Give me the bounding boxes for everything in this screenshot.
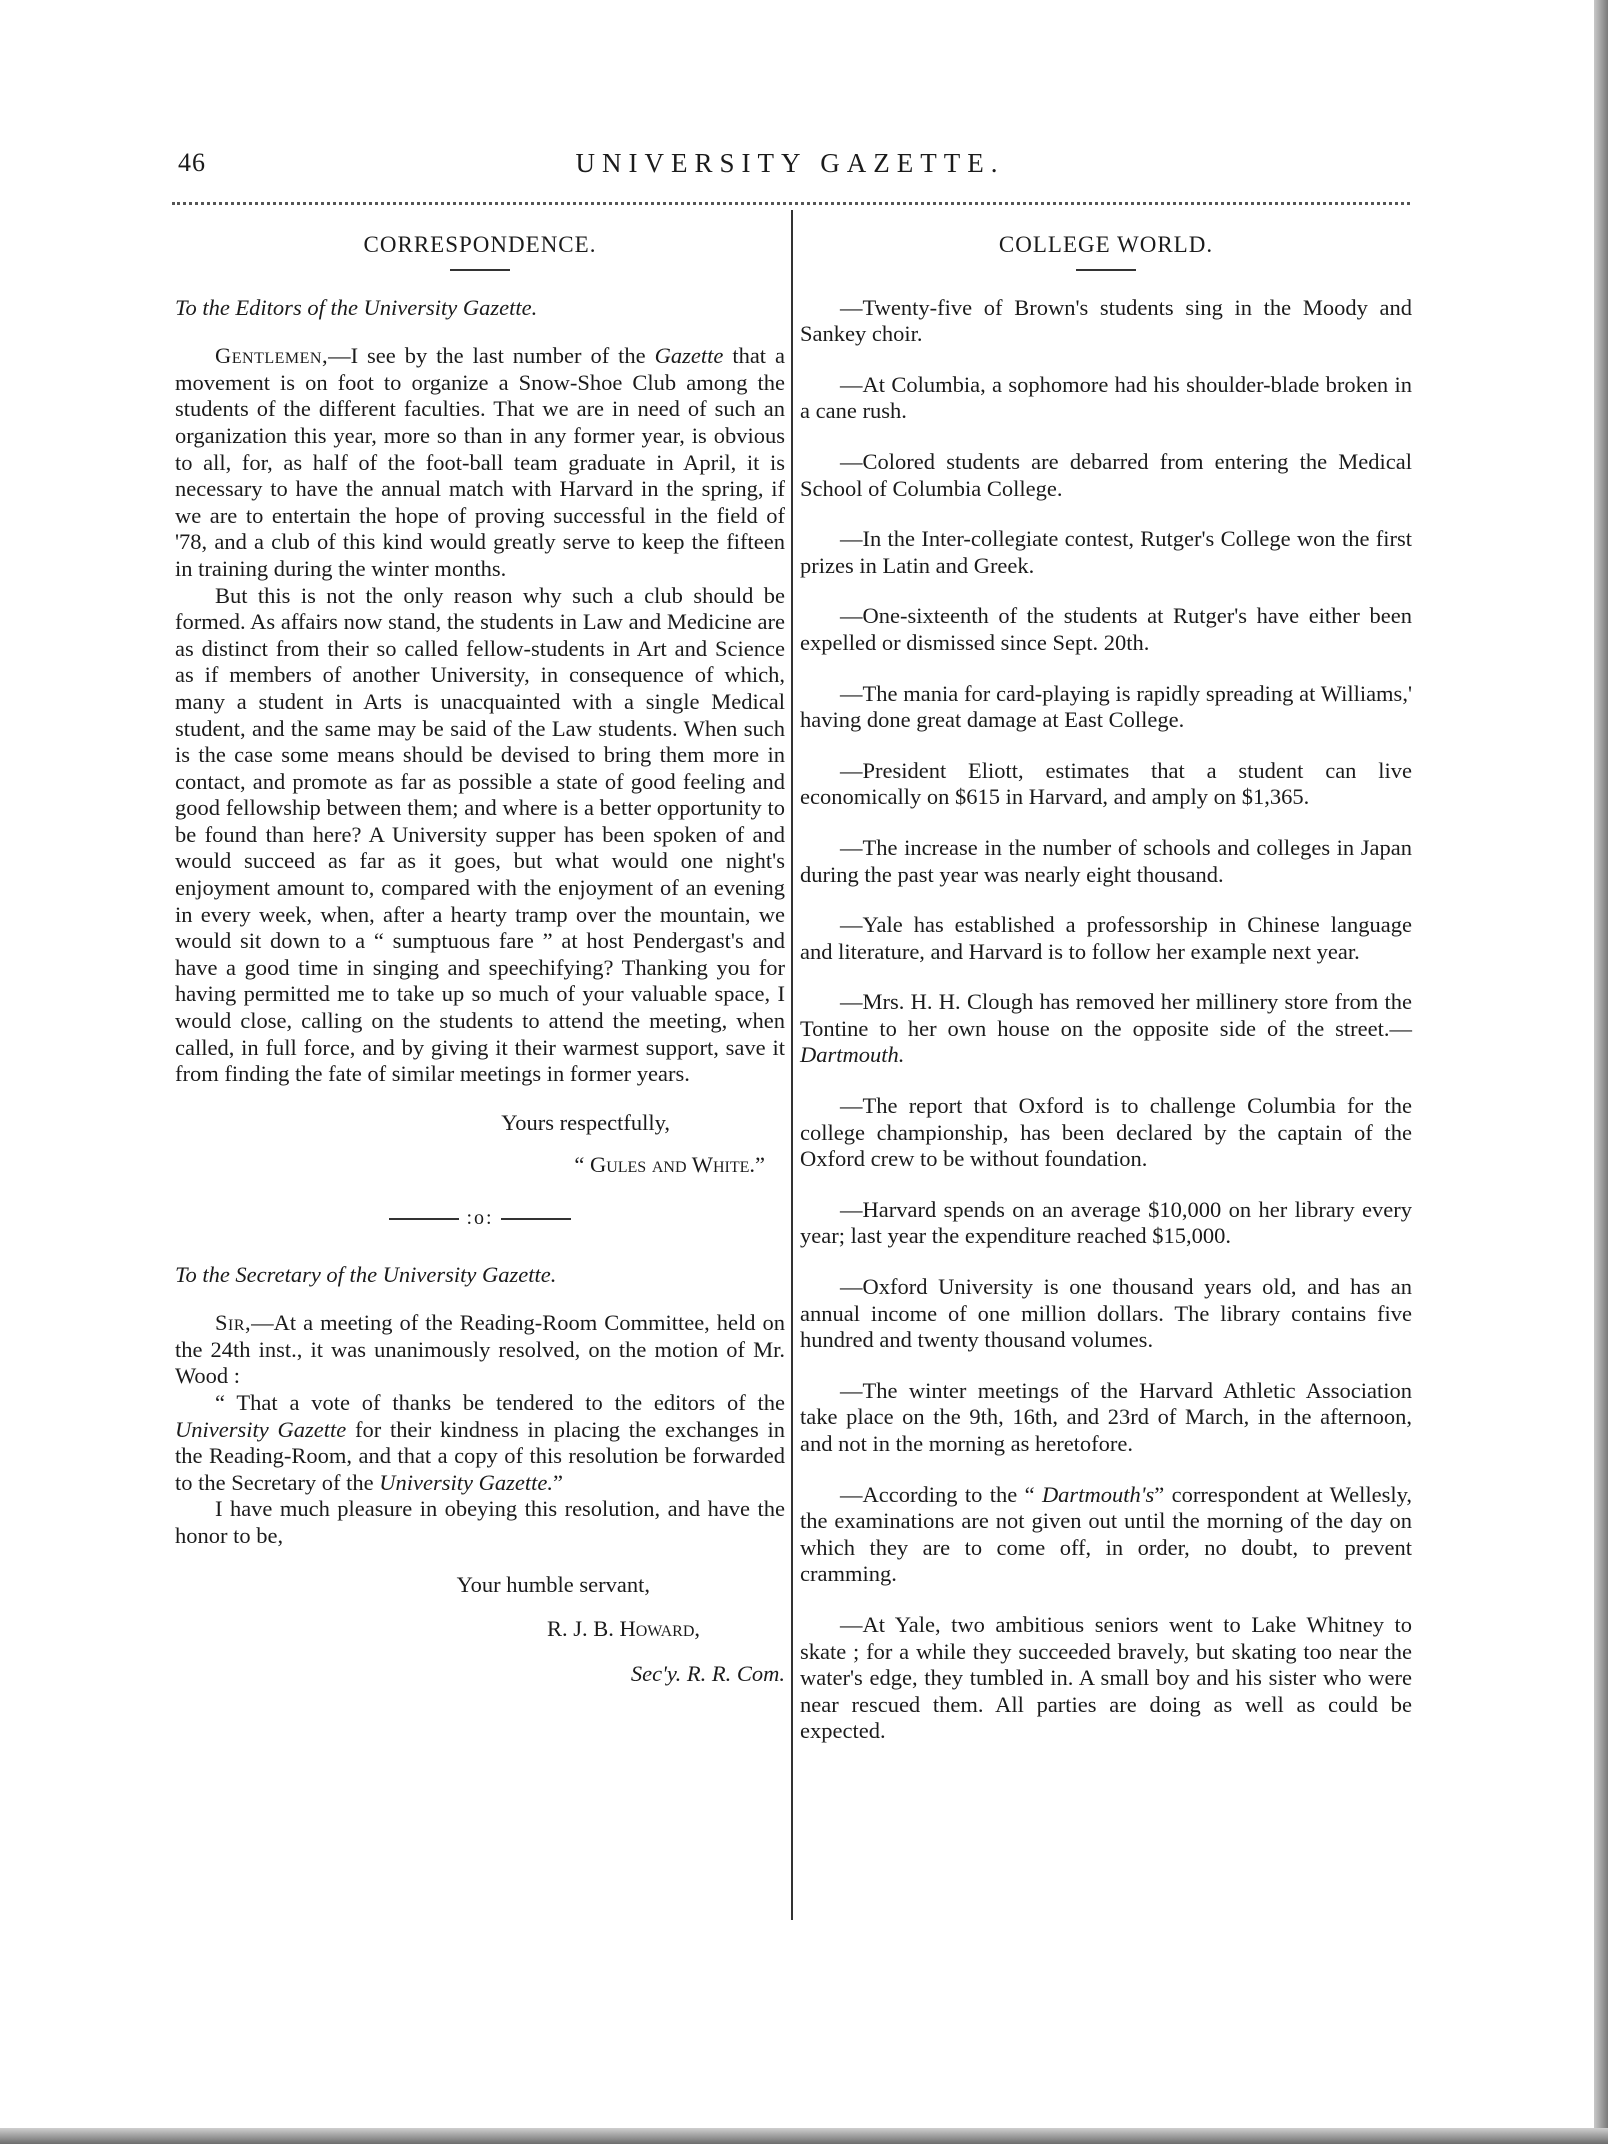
- letter1-paragraph-2: But this is not the only reason why such a club should be formed. As affairs now stand, the students in Law and Medicine are as distinct from their so called fellow-students in Art and Science as if members of another University, in consequence of which, many a student in Arts is unacquainted with a single Medical student, and the same may be said of the Law students. When such is the case some means should be devised to bring them more in contact, and promote as far as possible a state of good feeling and good fellowship between them; and where is a better opportunity to be found than here? A University supper has been spoken of and would succeed as far as it goes, but what would one night's enjoyment amount to, compared with the enjoyment of an evening in every week, when, after a hearty tramp over the mountain, we would sit down to a “ sumptuous fare ” at host Pendergast's and have a good time in singing and speechifying? Thanking you for having permitted me to take up so much of your valuable space, I would close, calling on the students to attend the meeting, when called, in full force, and by giving it their warmest support, save it from finding the fate of similar meetings in former years.: [175, 582, 785, 1087]
- news-item-clough: [800, 989, 1412, 1069]
- letter1-paragraph-1: [175, 343, 785, 582]
- news-item: —The mania for card-playing is rapidly spreading at Williams,' having done great damage at East College.: [800, 680, 1412, 733]
- letter1-p1-text: —I see by the last number of the: [328, 343, 655, 369]
- letter2-signature: R. J. B. Howard,: [546, 1616, 700, 1642]
- news-item: —President Eliott, estimates that a student can live economically on $615 in Harvard, and amply on $1,365.: [800, 757, 1412, 810]
- page-edge-bottom: [0, 2128, 1608, 2144]
- college-world-column: [800, 232, 1412, 1769]
- news-list-a: [800, 295, 1412, 966]
- letter2-p1-text: —At a meeting of the Reading-Room Committee, held on the 24th inst., it was unanimously resolved, on the motion of Mr. Wood :: [175, 1310, 785, 1389]
- letter2-salutation: Sir,: [215, 1310, 252, 1336]
- correspondence-heading: CORRESPONDENCE.: [363, 232, 597, 257]
- news-item: —One-sixteenth of the students at Rutger's have either been expelled or dismissed since Sept. 20th.: [800, 603, 1412, 655]
- clough-source: Dartmouth.: [800, 1042, 905, 1068]
- college-world-heading: COLLEGE WORLD.: [998, 232, 1214, 257]
- page-edge-right: [1594, 0, 1608, 2144]
- news-item-yale-skate: —At Yale, two ambitious seniors went to Lake Whitney to skate ; for a while they succeeded bravely, but skating too near the water's edge, they tumbled in. A small boy and his sister who were near rescued them. All parties are doing as well as could be expected.: [800, 1611, 1412, 1744]
- letter1-salutation: Gentlemen,: [215, 343, 329, 369]
- heading-rule: [1076, 269, 1136, 271]
- letter1-p1-text-cont: that a movement is on foot to organize a Snow-Shoe Club among the students of the different faculties. That we are in need of such an organization this year, more so than in any former year, is obvious to all, for, as half of the foot-ball team graduate in April, it is necessary to have the annual match with Harvard in the spring, if we are to entertain the hope of proving successful in the field of '78, and a club of this kind would greatly serve to keep the fifteen in training during the winter months.: [175, 343, 785, 581]
- resolution-text-b: for their kindness in placing the exchanges in the Reading-Room, and that a copy of this resolution be forwarded to the Secretary of the: [175, 1416, 785, 1495]
- gazette-italic: Gazette: [654, 343, 724, 369]
- news-item: —Yale has established a professorship in Chinese language and literature, and Harvard is to follow her example next year.: [800, 912, 1412, 964]
- letter2-title: Sec'y. R. R. Com.: [630, 1660, 785, 1686]
- letter2-address: To the Secretary of the University Gazette.: [175, 1261, 557, 1287]
- page-header: [172, 148, 1408, 188]
- wellesly-text-a: —According to the “: [840, 1481, 1042, 1507]
- news-list-b: [800, 1093, 1412, 1458]
- letter1-closing: Yours respectfully,: [501, 1109, 670, 1135]
- resolution-italic-1: University Gazette: [175, 1416, 347, 1442]
- wellesly-italic: Dartmouth's: [1041, 1481, 1155, 1507]
- news-item: —Colored students are debarred from entering the Medical School of Columbia College.: [800, 448, 1412, 501]
- letter2-paragraph-1: [175, 1310, 785, 1390]
- letter1-address: To the Editors of the University Gazette.: [175, 294, 538, 320]
- news-item: —The increase in the number of schools and colleges in Japan during the past year was nearly eight thousand.: [800, 834, 1412, 887]
- news-item: —Harvard spends on an average $10,000 on her library every year; last year the expenditure reached $15,000.: [800, 1196, 1412, 1249]
- news-item: —Twenty-five of Brown's students sing in the Moody and Sankey choir.: [800, 294, 1412, 347]
- page-number: 46: [178, 148, 206, 177]
- news-item: —The report that Oxford is to challenge Columbia for the college championship, has been declared by the captain of the Oxford crew to be without foundation.: [800, 1093, 1412, 1172]
- letter2-paragraph-3: I have much pleasure in obeying this resolution, and have the honor to be,: [175, 1496, 785, 1548]
- news-item: —The winter meetings of the Harvard Athletic Association take place on the 9th, 16th, and 23rd of March, in the afternoon, and not in the morning as heretofore.: [800, 1377, 1412, 1456]
- column-divider: [791, 210, 793, 1920]
- wellesly-text-b: ” correspondent at Wellesly, the examinations are not given out until the morning of the day on which they are to come off, in order, no doubt, to prevent cramming.: [800, 1481, 1412, 1587]
- letter1-signature: “ Gules and White.”: [574, 1152, 765, 1178]
- news-item-wellesly: [800, 1482, 1412, 1588]
- header-rule: [172, 202, 1410, 205]
- clough-text: —Mrs. H. H. Clough has removed her millinery store from the Tontine to her own house on the opposite side of the street.—: [800, 989, 1412, 1041]
- section-separator: [175, 1205, 785, 1232]
- heading-rule: [450, 269, 510, 271]
- separator-mark: :o:: [466, 1207, 494, 1229]
- resolution-text-c: ”: [553, 1469, 564, 1495]
- resolution-italic-2: University Gazette.: [379, 1469, 554, 1495]
- letter2-closing: Your humble servant,: [456, 1571, 650, 1597]
- letter2-resolution: [175, 1390, 785, 1496]
- news-item: —Oxford University is one thousand years old, and has an annual income of one million dollars. The library contains five hundred and twenty thousand volumes.: [800, 1274, 1412, 1353]
- news-item: —At Columbia, a sophomore had his shoulder-blade broken in a cane rush.: [800, 371, 1412, 424]
- resolution-text-a: “ That a vote of thanks be tendered to the editors of the: [215, 1389, 785, 1415]
- correspondence-column: [175, 232, 785, 1687]
- running-title: UNIVERSITY GAZETTE.: [575, 148, 1005, 178]
- news-item: —In the Inter-collegiate contest, Rutger's College won the first prizes in Latin and Greek.: [800, 526, 1412, 578]
